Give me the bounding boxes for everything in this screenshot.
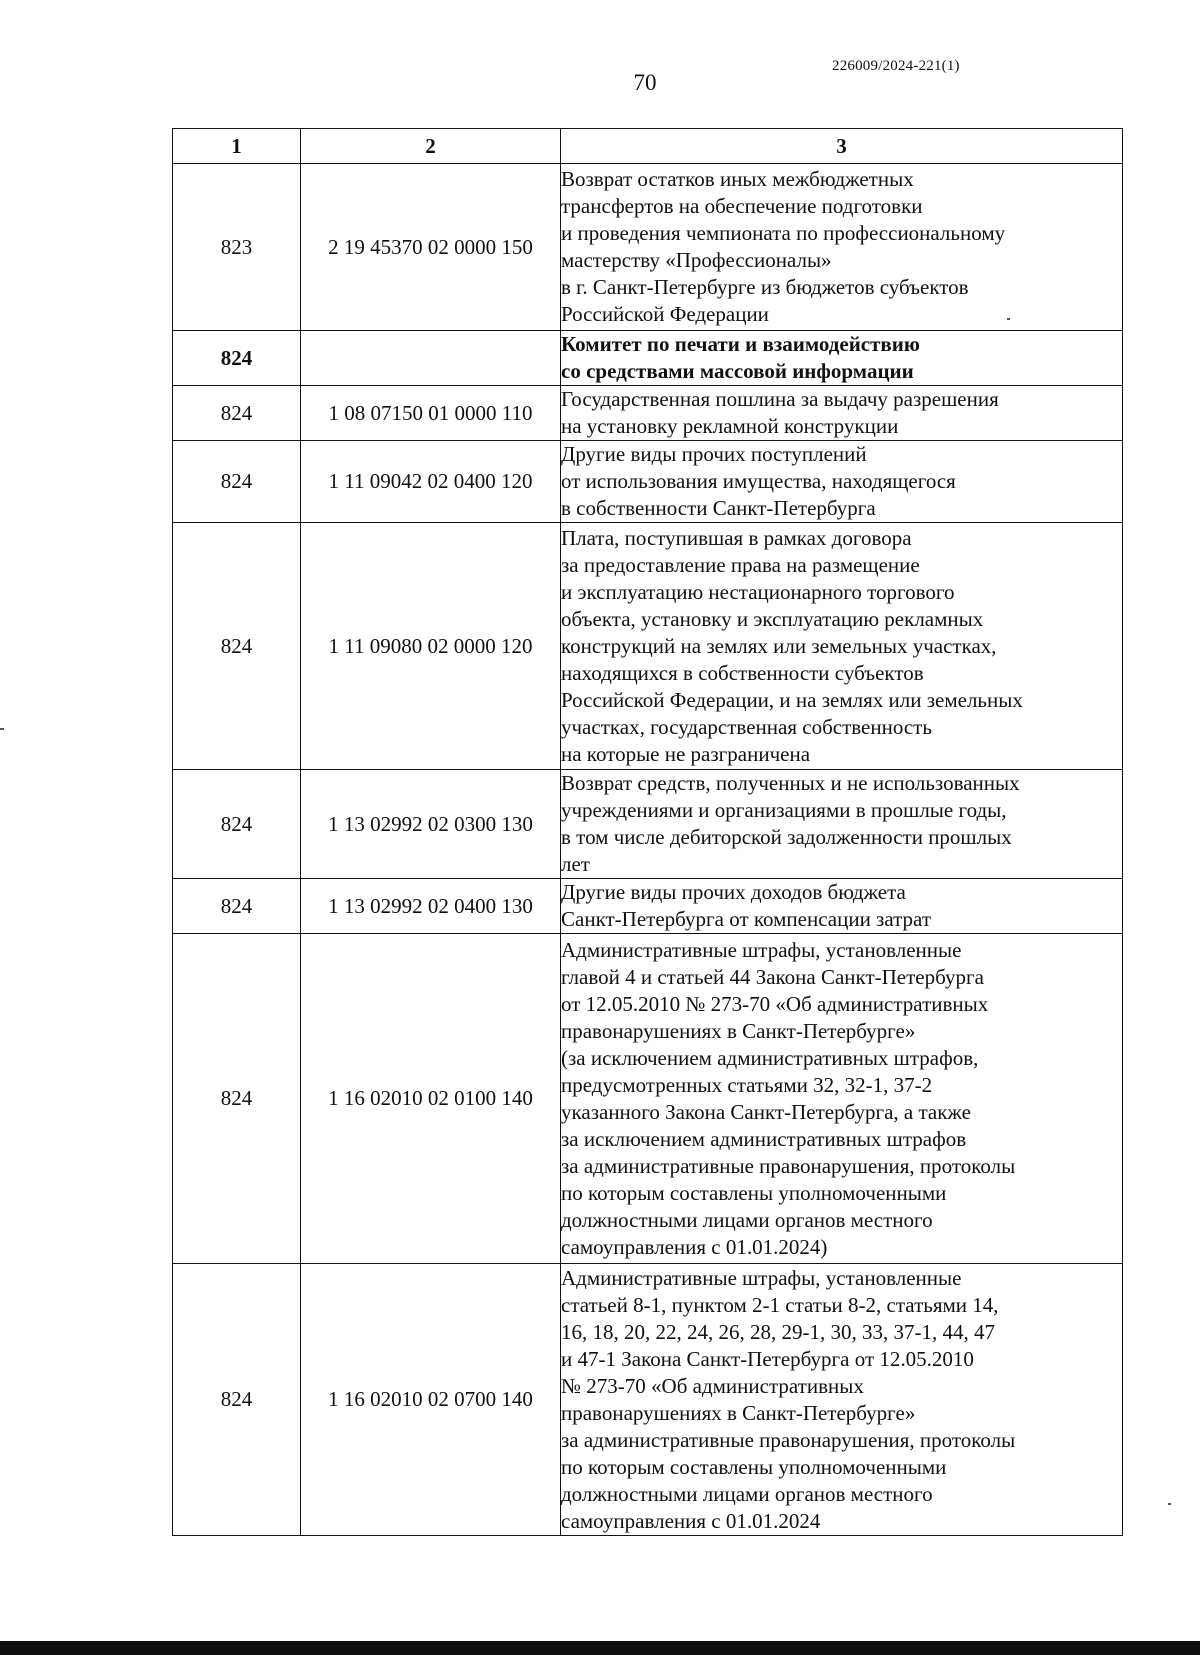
description-cell: Государственная пошлина за выдачу разрешения на установку рекламной конструкции — [561, 386, 1123, 441]
table-row — [173, 164, 1123, 331]
scan-mark — [1168, 1503, 1171, 1505]
page-number: 70 — [633, 70, 657, 95]
revenue-code-cell: 1 13 02992 02 0400 130 — [301, 879, 561, 934]
revenue-code-cell: 2 19 45370 02 0000 150 — [301, 164, 561, 331]
admin-code-cell: 824 — [173, 1264, 301, 1536]
admin-code-cell: 824 — [173, 441, 301, 523]
table-row — [173, 770, 1123, 879]
revenue-code-cell: 1 08 07150 01 0000 110 — [301, 386, 561, 441]
table-row — [173, 879, 1123, 934]
column-header-3: 3 — [561, 129, 1123, 164]
description-cell: Возврат остатков иных межбюджетных трансфертов на обеспечение подготовки и проведения чемпионата по профессиональному мастерству «Профессионалы» в г. Санкт-Петербурге из бюджетов субъектов Российской Федерации — [561, 164, 1123, 331]
table-header-row — [173, 129, 1123, 164]
description-cell: Административные штрафы, установленные статьей 8-1, пунктом 2-1 статьи 8-2, статьями 14, 16, 18, 20, 22, 24, 26, 28, 29-1, 30, 33, 37-1, 44, 47 и 47-1 Закона Санкт-Петербурга от 12.05.2010 № 273-70 «Об административных правонарушениях в Санкт-Петербурге» за административные правонарушения, протоколы по которым составлены уполномоченными должностными лицами органов местного самоуправления с 01.01.2024 — [561, 1264, 1123, 1536]
revenue-code-cell — [301, 331, 561, 386]
table-row — [173, 1264, 1123, 1536]
revenue-codes-table — [172, 128, 1123, 1536]
table-row — [173, 386, 1123, 441]
scan-mark — [1007, 318, 1010, 320]
table-row — [173, 331, 1123, 386]
revenue-code-cell: 1 16 02010 02 0100 140 — [301, 934, 561, 1264]
admin-code-cell: 824 — [173, 934, 301, 1264]
admin-code-cell: 824 — [173, 331, 301, 386]
description-cell: Комитет по печати и взаимодействию со средствами массовой информации — [561, 331, 1123, 386]
description-cell: Другие виды прочих поступлений от использования имущества, находящегося в собственности Санкт-Петербурга — [561, 441, 1123, 523]
description-cell: Другие виды прочих доходов бюджета Санкт-Петербурга от компенсации затрат — [561, 879, 1123, 934]
table-row — [173, 441, 1123, 523]
description-cell: Плата, поступившая в рамках договора за предоставление права на размещение и эксплуатацию нестационарного торгового объекта, установку и эксплуатацию рекламных конструкций на землях или земельных участках, находящихся в собственности субъектов Российской Федерации, и на землях или земельных участках, государственная собственность на которые не разграничена — [561, 523, 1123, 770]
scan-mark — [0, 728, 4, 730]
admin-code-cell: 823 — [173, 164, 301, 331]
admin-code-cell: 824 — [173, 386, 301, 441]
document-id: 226009/2024-221(1) — [832, 58, 960, 74]
admin-code-cell: 824 — [173, 770, 301, 879]
column-header-2: 2 — [301, 129, 561, 164]
table-row — [173, 523, 1123, 770]
revenue-code-cell: 1 16 02010 02 0700 140 — [301, 1264, 561, 1536]
table-row — [173, 934, 1123, 1264]
column-header-1: 1 — [173, 129, 301, 164]
revenue-code-cell: 1 11 09080 02 0000 120 — [301, 523, 561, 770]
revenue-code-cell: 1 13 02992 02 0300 130 — [301, 770, 561, 879]
revenue-code-cell: 1 11 09042 02 0400 120 — [301, 441, 561, 523]
admin-code-cell: 824 — [173, 879, 301, 934]
admin-code-cell: 824 — [173, 523, 301, 770]
description-cell: Возврат средств, полученных и не использованных учреждениями и организациями в прошлые годы, в том числе дебиторской задолженности прошлых лет — [561, 770, 1123, 879]
description-cell: Административные штрафы, установленные главой 4 и статьей 44 Закона Санкт-Петербурга от 12.05.2010 № 273-70 «Об административных правонарушениях в Санкт-Петербурге» (за исключением административных штрафов, предусмотренных статьями 32, 32-1, 37-2 указанного Закона Санкт-Петербурга, а также за исключением административных штрафов за административные правонарушения, протоколы по которым составлены уполномоченными должностными лицами органов местного самоуправления с 01.01.2024) — [561, 934, 1123, 1264]
scan-bottom-edge — [0, 1641, 1200, 1655]
